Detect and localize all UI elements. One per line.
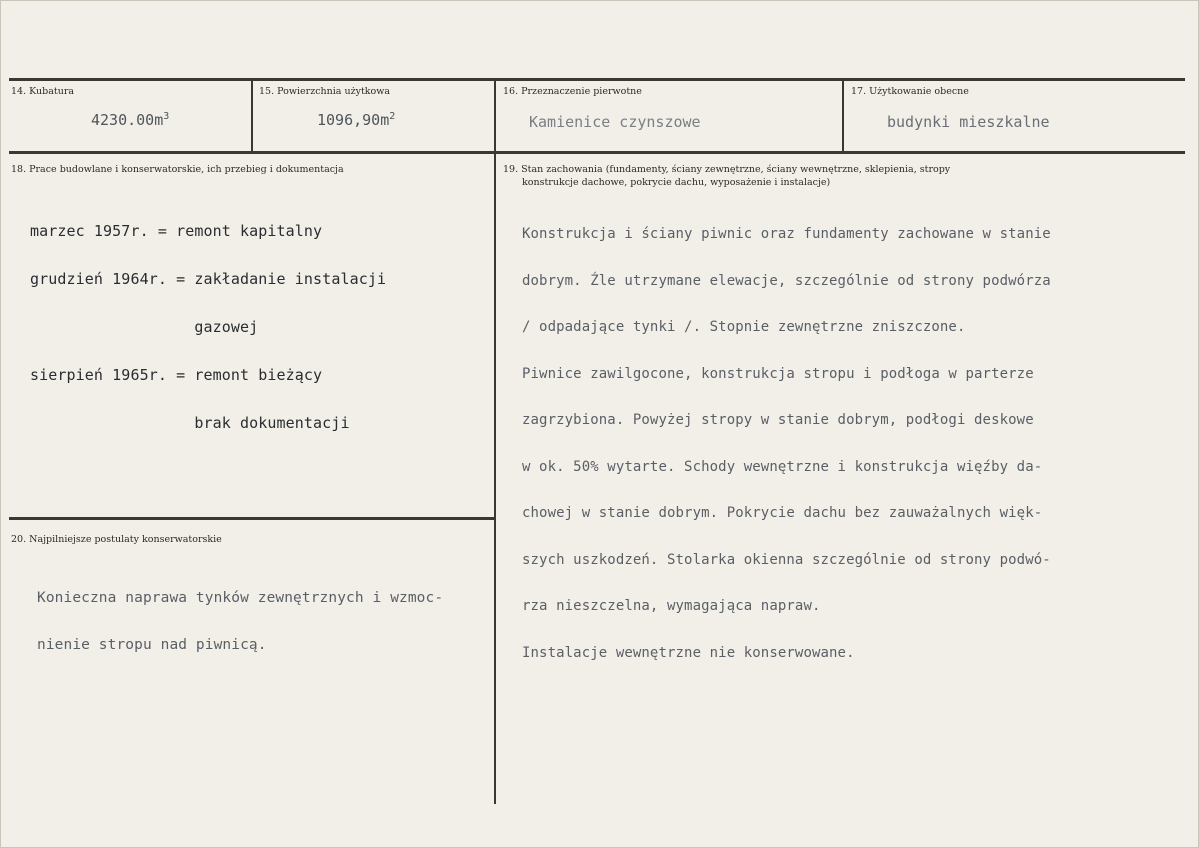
field-14-exponent: 3	[163, 111, 170, 122]
field-19-line: rza nieszczelna, wymagająca napraw.	[522, 598, 821, 614]
field-18-line: brak dokumentacji	[30, 414, 350, 432]
field-19-label-line1: 19. Stan zachowania (fundamenty, ściany zewnętrzne, ściany wewnętrzne, sklepienia, stropy	[503, 164, 951, 175]
field-19-line: zagrzybiona. Powyżej stropy w stanie dobrym, podłogi deskowe	[522, 412, 1034, 428]
field-19-line: Konstrukcja i ściany piwnic oraz fundamenty zachowane w stanie	[522, 226, 1051, 242]
divider-14-15	[251, 81, 253, 153]
field-20-label: 20. Najpilniejsze postulaty konserwatorskie	[11, 534, 222, 545]
field-19-line: dobrym. Źle utrzymane elewacje, szczególnie od strony podwórza	[522, 272, 1051, 289]
field-19-line: chowej w stanie dobrym. Pokrycie dachu bez zauważalnych więk-	[522, 505, 1043, 521]
field-19-line: Piwnice zawilgocone, konstrukcja stropu i podłoga w parterze	[522, 365, 1034, 382]
field-15-value	[317, 111, 395, 129]
field-18-content	[30, 191, 386, 463]
row1-bottom-rule	[9, 151, 1185, 154]
field-16-label: 16. Przeznaczenie pierwotne	[503, 86, 642, 97]
field-17-value: budynki mieszkalne	[887, 113, 1050, 131]
section18-bottom-rule	[9, 517, 495, 520]
field-18-line: sierpień 1965r. = remont bieżący	[30, 366, 323, 384]
field-18-line: marzec 1957r. = remont kapitalny	[30, 222, 323, 240]
field-14-value	[91, 111, 169, 129]
field-14-label: 14. Kubatura	[11, 86, 75, 97]
divider-16-17	[842, 81, 844, 153]
field-18-label: 18. Prace budowlane i konserwatorskie, ich przebieg i dokumentacja	[11, 164, 344, 175]
field-19-line: Instalacje wewnętrzne nie konserwowane.	[522, 644, 855, 661]
field-19-line: w ok. 50% wytarte. Schody wewnętrzne i konstrukcja więźby da-	[522, 458, 1043, 475]
field-20-line: Konieczna naprawa tynków zewnętrznych i wzmoc-	[37, 590, 444, 606]
field-20-line: nienie stropu nad piwnicą.	[37, 636, 267, 653]
field-15-exponent: 2	[389, 111, 396, 122]
field-19-content	[522, 196, 1051, 692]
center-divider	[494, 81, 496, 804]
field-20-content	[37, 560, 443, 684]
field-18-line: grudzień 1964r. = zakładanie instalacji	[30, 270, 387, 288]
field-15-value-text: 1096,90m	[317, 111, 390, 129]
field-15-label: 15. Powierzchnia użytkowa	[259, 86, 391, 97]
field-19-line: / odpadające tynki /. Stopnie zewnętrzne zniszczone.	[522, 319, 966, 335]
field-17-label: 17. Użytkowanie obecne	[851, 86, 969, 97]
field-16-value: Kamienice czynszowe	[529, 113, 701, 131]
field-19-label-line2: konstrukcje dachowe, pokrycie dachu, wyposażenie i instalacje)	[522, 177, 831, 188]
field-19-line: szych uszkodzeń. Stolarka okienna szczególnie od strony podwó-	[522, 551, 1051, 568]
field-18-line: gazowej	[30, 318, 259, 336]
field-14-value-text: 4230.00m	[91, 111, 164, 129]
top-rule	[9, 78, 1185, 81]
